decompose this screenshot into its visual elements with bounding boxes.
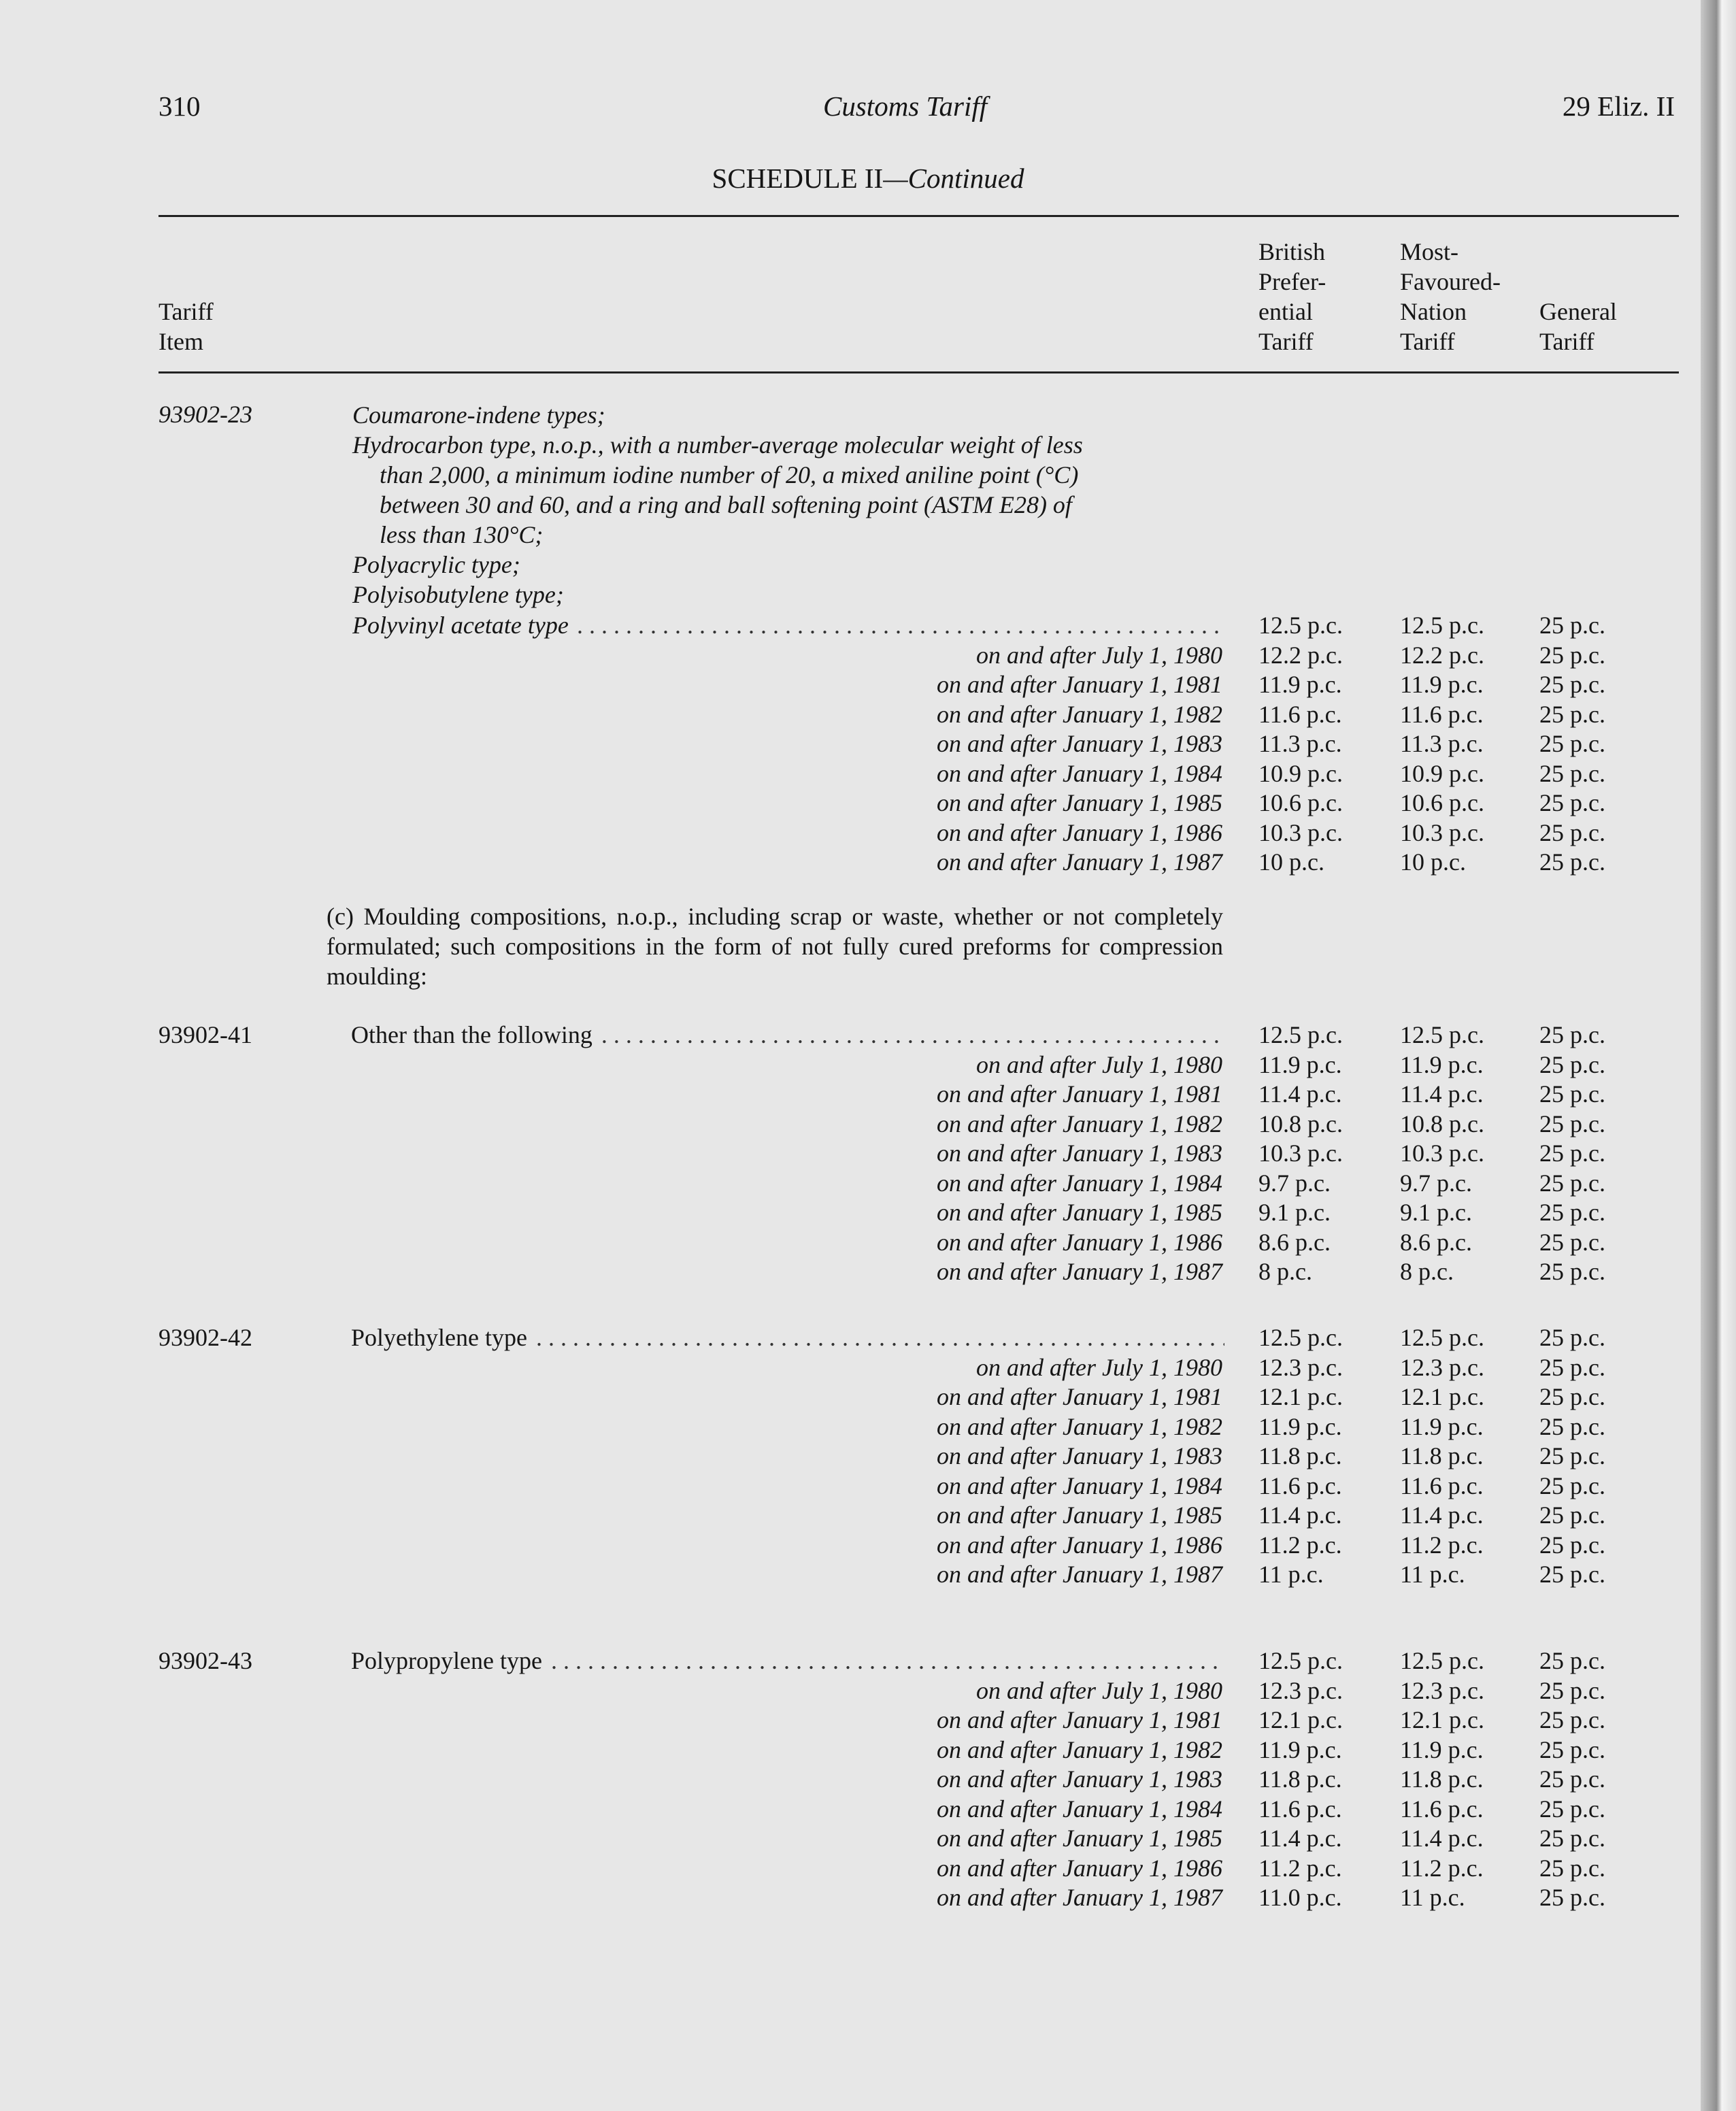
mfn-rate: 11.4 p.c. [1400, 1080, 1484, 1108]
british-preferential-rate: 12.1 p.c. [1258, 1706, 1343, 1733]
general-rate: 25 p.c. [1539, 1228, 1605, 1256]
british-preferential-rate: 11.9 p.c. [1258, 1412, 1342, 1440]
british-preferential-rate: 10.9 p.c. [1258, 759, 1343, 787]
effective-date: on and after January 1, 1984 [937, 1472, 1222, 1499]
effective-date: on and after January 1, 1981 [937, 671, 1222, 698]
british-preferential-rate: 11.6 p.c. [1258, 1472, 1342, 1499]
mfn-rate: 11.6 p.c. [1400, 1472, 1484, 1499]
rate-row [0, 818, 1736, 848]
rate-row [0, 1080, 1736, 1110]
british-preferential-rate: 10.3 p.c. [1258, 1140, 1343, 1167]
effective-date: on and after January 1, 1986 [937, 1228, 1222, 1256]
british-preferential-rate: 10.3 p.c. [1258, 818, 1343, 846]
effective-date: on and after January 1, 1982 [937, 1412, 1222, 1440]
mfn-rate: 11.2 p.c. [1400, 1531, 1484, 1559]
regnal-year: 29 Eliz. II [1562, 90, 1675, 122]
effective-date: on and after January 1, 1986 [937, 1531, 1222, 1559]
effective-date: on and after January 1, 1986 [937, 818, 1222, 846]
mfn-rate: 11.9 p.c. [1400, 1050, 1484, 1078]
mfn-rate: 12.5 p.c. [1400, 1647, 1484, 1674]
rate-row [0, 1169, 1736, 1199]
british-preferential-rate: 12.5 p.c. [1258, 1324, 1343, 1351]
mfn-rate: 10.3 p.c. [1400, 818, 1484, 846]
mfn-rate: 9.1 p.c. [1400, 1199, 1472, 1226]
schedule-title: SCHEDULE II—Continued [712, 163, 1024, 194]
general-rate: 25 p.c. [1539, 1140, 1605, 1167]
mfn-rate: 9.7 p.c. [1400, 1169, 1472, 1197]
mfn-rate: 10.8 p.c. [1400, 1110, 1484, 1137]
mfn-rate: 10.9 p.c. [1400, 759, 1484, 787]
effective-date: on and after January 1, 1981 [937, 1383, 1222, 1410]
mfn-rate: 12.5 p.c. [1400, 1324, 1484, 1351]
mfn-rate: 11.6 p.c. [1400, 700, 1484, 728]
effective-date: on and after January 1, 1987 [937, 1258, 1222, 1285]
item-description: Polyisobutylene type; [352, 581, 564, 608]
rate-row [0, 759, 1736, 789]
column-header-most-favoured-nation: Most- Favoured- Nation Tariff [1400, 238, 1501, 355]
mfn-rate: 11.9 p.c. [1400, 1735, 1484, 1763]
effective-date: on and after January 1, 1982 [937, 700, 1222, 728]
rate-label: Polypropylene type . . . [351, 1646, 1224, 1675]
effective-date: on and after July 1, 1980 [976, 1353, 1222, 1381]
british-preferential-rate: 11.4 p.c. [1258, 1501, 1342, 1529]
item-description: less than 130°C; [380, 521, 544, 548]
effective-date: on and after January 1, 1983 [937, 1765, 1222, 1793]
general-rate: 25 p.c. [1539, 1383, 1605, 1410]
british-preferential-rate: 12.5 p.c. [1258, 1021, 1343, 1048]
general-rate: 25 p.c. [1539, 1647, 1605, 1674]
british-preferential-rate: 9.1 p.c. [1258, 1199, 1331, 1226]
british-preferential-rate: 11.2 p.c. [1258, 1531, 1342, 1559]
general-rate: 25 p.c. [1539, 1825, 1605, 1852]
british-preferential-rate: 11.6 p.c. [1258, 700, 1342, 728]
british-preferential-rate: 8 p.c. [1258, 1258, 1312, 1285]
effective-date: on and after January 1, 1985 [937, 1199, 1222, 1226]
british-preferential-rate: 10 p.c. [1258, 848, 1324, 876]
general-rate: 25 p.c. [1539, 1884, 1605, 1911]
general-rate: 25 p.c. [1539, 759, 1605, 787]
effective-date: on and after January 1, 1982 [937, 1110, 1222, 1137]
effective-date: on and after January 1, 1984 [937, 759, 1222, 787]
mfn-rate: 11.2 p.c. [1400, 1854, 1484, 1882]
general-rate: 25 p.c. [1539, 1080, 1605, 1108]
mfn-rate: 12.3 p.c. [1400, 1676, 1484, 1704]
british-preferential-rate: 10.8 p.c. [1258, 1110, 1343, 1137]
mfn-rate: 11.4 p.c. [1400, 1825, 1484, 1852]
rate-row [0, 1883, 1736, 1913]
effective-date: on and after January 1, 1981 [937, 1080, 1222, 1108]
general-rate: 25 p.c. [1539, 1735, 1605, 1763]
effective-date: on and after January 1, 1983 [937, 1442, 1222, 1469]
mfn-rate: 12.5 p.c. [1400, 1021, 1484, 1048]
effective-date: on and after January 1, 1983 [937, 1140, 1222, 1167]
general-rate: 25 p.c. [1539, 1412, 1605, 1440]
effective-date: on and after July 1, 1980 [976, 1676, 1222, 1704]
rate-row [0, 1050, 1736, 1080]
item-description: Hydrocarbon type, n.o.p., with a number-average molecular weight of less [352, 431, 1083, 459]
mfn-rate: 11.9 p.c. [1400, 1412, 1484, 1440]
general-rate: 25 p.c. [1539, 1531, 1605, 1559]
rate-row [0, 641, 1736, 671]
mfn-rate: 10.3 p.c. [1400, 1140, 1484, 1167]
rate-row [0, 1854, 1736, 1884]
general-rate: 25 p.c. [1539, 1110, 1605, 1137]
section-c-heading: (c) Moulding compositions, n.o.p., including scrap or waste, whether or not completely formulated; such compositions in the form of not fully cured preforms for compression moulding: [327, 903, 1223, 990]
general-rate: 25 p.c. [1539, 1353, 1605, 1381]
general-rate: 25 p.c. [1539, 1258, 1605, 1285]
mfn-rate: 8 p.c. [1400, 1258, 1454, 1285]
effective-date: on and after January 1, 1986 [937, 1854, 1222, 1882]
effective-date: on and after January 1, 1984 [937, 1795, 1222, 1823]
mfn-rate: 10.6 p.c. [1400, 789, 1484, 816]
page-number: 310 [158, 90, 201, 122]
rate-row [0, 1382, 1736, 1412]
general-rate: 25 p.c. [1539, 1765, 1605, 1793]
general-rate: 25 p.c. [1539, 1199, 1605, 1226]
mfn-rate: 10 p.c. [1400, 848, 1466, 876]
british-preferential-rate: 11.3 p.c. [1258, 730, 1342, 757]
effective-date: on and after January 1, 1987 [937, 1561, 1222, 1588]
british-preferential-rate: 11.2 p.c. [1258, 1854, 1342, 1882]
general-rate: 25 p.c. [1539, 641, 1605, 669]
effective-date: on and after January 1, 1985 [937, 1501, 1222, 1529]
tariff-item-number: 93902-23 [158, 401, 252, 428]
mfn-rate: 11 p.c. [1400, 1561, 1465, 1588]
rate-row [0, 1501, 1736, 1531]
mfn-rate: 11.9 p.c. [1400, 671, 1484, 698]
rate-row [0, 848, 1736, 878]
general-rate: 25 p.c. [1539, 1854, 1605, 1882]
effective-date: on and after January 1, 1985 [937, 1825, 1222, 1852]
british-preferential-rate: 12.5 p.c. [1258, 1647, 1343, 1674]
effective-date: on and after January 1, 1985 [937, 789, 1222, 816]
effective-date: on and after January 1, 1984 [937, 1169, 1222, 1197]
mfn-rate: 11 p.c. [1400, 1884, 1465, 1911]
effective-date: on and after January 1, 1983 [937, 730, 1222, 757]
rate-row [0, 1531, 1736, 1561]
item-description: between 30 and 60, and a ring and ball softening point (ASTM E28) of [380, 491, 1072, 518]
general-rate: 25 p.c. [1539, 789, 1605, 816]
running-title: Customs Tariff [823, 90, 988, 122]
tariff-item-number: 93902-41 [158, 1021, 252, 1048]
rate-row [0, 611, 1736, 641]
rate-row [0, 670, 1736, 700]
rate-row [0, 1646, 1736, 1676]
rate-row [0, 1412, 1736, 1442]
rate-row [0, 1353, 1736, 1383]
general-rate: 25 p.c. [1539, 1501, 1605, 1529]
effective-date: on and after January 1, 1987 [937, 848, 1222, 876]
general-rate: 25 p.c. [1539, 1021, 1605, 1048]
mfn-rate: 8.6 p.c. [1400, 1228, 1472, 1256]
general-rate: 25 p.c. [1539, 1324, 1605, 1351]
effective-date: on and after January 1, 1981 [937, 1706, 1222, 1733]
general-rate: 25 p.c. [1539, 1472, 1605, 1499]
general-rate: 25 p.c. [1539, 1442, 1605, 1469]
mfn-rate: 11.4 p.c. [1400, 1501, 1484, 1529]
rate-row [0, 1560, 1736, 1590]
effective-date: on and after July 1, 1980 [976, 1050, 1222, 1078]
mfn-rate: 12.1 p.c. [1400, 1383, 1484, 1410]
rate-row [0, 1139, 1736, 1169]
general-rate: 25 p.c. [1539, 1050, 1605, 1078]
column-header-british-preferential: British Prefer- ential Tariff [1258, 238, 1326, 355]
british-preferential-rate: 11.8 p.c. [1258, 1442, 1342, 1469]
rate-row [0, 1824, 1736, 1854]
general-rate: 25 p.c. [1539, 1561, 1605, 1588]
general-rate: 25 p.c. [1539, 1706, 1605, 1733]
general-rate: 25 p.c. [1539, 671, 1605, 698]
column-header-general: General Tariff [1539, 298, 1617, 355]
rate-row [0, 1110, 1736, 1140]
rate-row [0, 1472, 1736, 1501]
british-preferential-rate: 11.9 p.c. [1258, 1050, 1342, 1078]
mfn-rate: 12.2 p.c. [1400, 641, 1484, 669]
rate-label: Polyvinyl acetate type . . . [352, 611, 1224, 639]
mfn-rate: 11.8 p.c. [1400, 1442, 1484, 1469]
rate-row [0, 1323, 1736, 1353]
item-description: Polyacrylic type; [352, 551, 520, 578]
tariff-item-number: 93902-42 [158, 1324, 252, 1351]
general-rate: 25 p.c. [1539, 700, 1605, 728]
british-preferential-rate: 8.6 p.c. [1258, 1228, 1331, 1256]
mfn-rate: 12.3 p.c. [1400, 1353, 1484, 1381]
british-preferential-rate: 10.6 p.c. [1258, 789, 1343, 816]
tariff-item-number: 93902-43 [158, 1647, 252, 1674]
british-preferential-rate: 12.1 p.c. [1258, 1383, 1343, 1410]
general-rate: 25 p.c. [1539, 848, 1605, 876]
rate-row [0, 1795, 1736, 1825]
rate-row [0, 1442, 1736, 1472]
general-rate: 25 p.c. [1539, 1795, 1605, 1823]
rate-label: Other than the following . . . [351, 1020, 1224, 1049]
effective-date: on and after January 1, 1987 [937, 1884, 1222, 1911]
rate-row [0, 1676, 1736, 1706]
rate-row [0, 1765, 1736, 1795]
header-bottom-rule [158, 371, 1679, 373]
rate-row [0, 729, 1736, 759]
british-preferential-rate: 11.6 p.c. [1258, 1795, 1342, 1823]
column-header-tariff-item: Tariff Item [158, 298, 214, 355]
british-preferential-rate: 12.3 p.c. [1258, 1676, 1343, 1704]
general-rate: 25 p.c. [1539, 730, 1605, 757]
rate-label: Polyethylene type . . . [351, 1323, 1224, 1352]
british-preferential-rate: 11.8 p.c. [1258, 1765, 1342, 1793]
rate-row [0, 700, 1736, 730]
general-rate: 25 p.c. [1539, 1676, 1605, 1704]
item-description: than 2,000, a minimum iodine number of 20, a mixed aniline point (°C) [380, 461, 1079, 488]
top-rule [158, 215, 1679, 217]
rate-row [0, 1257, 1736, 1287]
british-preferential-rate: 9.7 p.c. [1258, 1169, 1331, 1197]
effective-date: on and after January 1, 1982 [937, 1735, 1222, 1763]
rate-row [0, 1735, 1736, 1765]
rate-row [0, 1228, 1736, 1258]
rate-row [0, 1198, 1736, 1228]
british-preferential-rate: 11.4 p.c. [1258, 1825, 1342, 1852]
british-preferential-rate: 12.5 p.c. [1258, 612, 1343, 639]
rate-row [0, 1706, 1736, 1735]
british-preferential-rate: 12.2 p.c. [1258, 641, 1343, 669]
rate-row [0, 788, 1736, 818]
mfn-rate: 11.8 p.c. [1400, 1765, 1484, 1793]
general-rate: 25 p.c. [1539, 1169, 1605, 1197]
british-preferential-rate: 11.0 p.c. [1258, 1884, 1342, 1911]
general-rate: 25 p.c. [1539, 818, 1605, 846]
british-preferential-rate: 12.3 p.c. [1258, 1353, 1343, 1381]
british-preferential-rate: 11.4 p.c. [1258, 1080, 1342, 1108]
mfn-rate: 11.3 p.c. [1400, 730, 1484, 757]
mfn-rate: 12.1 p.c. [1400, 1706, 1484, 1733]
mfn-rate: 12.5 p.c. [1400, 612, 1484, 639]
rate-row [0, 1020, 1736, 1050]
general-rate: 25 p.c. [1539, 612, 1605, 639]
british-preferential-rate: 11.9 p.c. [1258, 1735, 1342, 1763]
british-preferential-rate: 11 p.c. [1258, 1561, 1324, 1588]
british-preferential-rate: 11.9 p.c. [1258, 671, 1342, 698]
effective-date: on and after July 1, 1980 [976, 641, 1222, 669]
mfn-rate: 11.6 p.c. [1400, 1795, 1484, 1823]
item-description: Coumarone-indene types; [352, 401, 605, 429]
